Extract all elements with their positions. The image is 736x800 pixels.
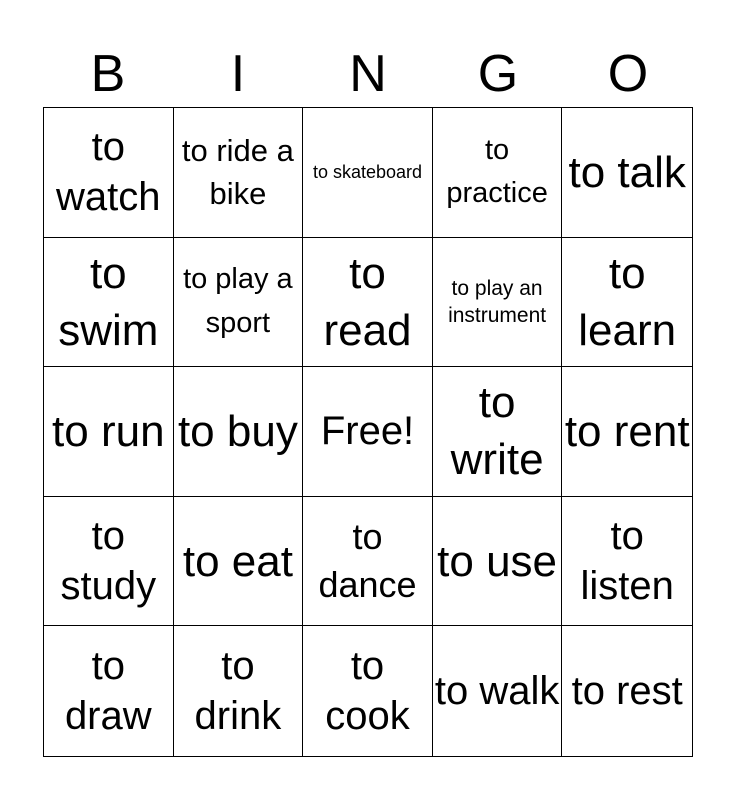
cell-label: to walk	[434, 669, 560, 714]
cell-label: to eat	[182, 536, 293, 586]
bingo-cell-0-0[interactable]	[44, 108, 174, 238]
bingo-cell-1-3[interactable]	[433, 238, 563, 368]
header-letter-i: I	[230, 45, 246, 103]
cell-label: to skateboard	[312, 161, 423, 182]
bingo-cell-4-3[interactable]	[433, 626, 563, 756]
bingo-cell-3-2[interactable]	[303, 497, 433, 627]
cell-label: to play an instrument	[448, 276, 547, 327]
bingo-cell-0-1[interactable]	[174, 108, 304, 238]
bingo-cell-2-4[interactable]	[562, 367, 692, 497]
free-space-label: Free!	[320, 409, 415, 454]
cell-label: to use	[437, 536, 558, 586]
bingo-cell-3-0[interactable]	[44, 497, 174, 627]
cell-label: to drink	[194, 644, 282, 739]
bingo-cell-2-1[interactable]	[174, 367, 304, 497]
bingo-cell-4-0[interactable]	[44, 626, 174, 756]
cell-label: to rent	[564, 406, 690, 456]
bingo-cell-1-2[interactable]	[303, 238, 433, 368]
cell-label: to write	[450, 378, 544, 485]
cell-label: to watch	[56, 125, 161, 220]
cell-label: to dance	[318, 515, 417, 606]
bingo-cell-free[interactable]	[303, 367, 433, 497]
bingo-cell-2-3[interactable]	[433, 367, 563, 497]
bingo-header	[43, 44, 693, 104]
cell-label: to rest	[571, 669, 683, 714]
header-letter-g: G	[477, 45, 519, 103]
bingo-cell-1-0[interactable]	[44, 238, 174, 368]
bingo-cell-1-1[interactable]	[174, 238, 304, 368]
header-letter-n: N	[349, 45, 387, 103]
cell-label: to read	[323, 248, 412, 355]
cell-label: to run	[52, 406, 165, 456]
bingo-board	[43, 107, 693, 757]
bingo-cell-0-4[interactable]	[562, 108, 692, 238]
cell-label: to cook	[325, 644, 410, 739]
bingo-cell-0-3[interactable]	[433, 108, 563, 238]
bingo-cell-3-4[interactable]	[562, 497, 692, 627]
cell-label: to buy	[177, 406, 298, 456]
cell-label: to talk	[568, 147, 686, 197]
header-letter-o: O	[607, 45, 649, 103]
bingo-cell-3-3[interactable]	[433, 497, 563, 627]
cell-label: to play a sport	[183, 263, 293, 339]
cell-label: to draw	[64, 644, 152, 739]
cell-label: to swim	[58, 248, 159, 355]
cell-label: to practice	[446, 133, 548, 210]
bingo-cell-4-4[interactable]	[562, 626, 692, 756]
bingo-cell-0-2[interactable]	[303, 108, 433, 238]
cell-label: to listen	[580, 514, 674, 609]
cell-label: to ride a bike	[181, 132, 294, 212]
bingo-cell-1-4[interactable]	[562, 238, 692, 368]
bingo-cell-4-2[interactable]	[303, 626, 433, 756]
header-letter-b: B	[90, 45, 126, 103]
cell-label: to study	[60, 514, 157, 609]
cell-label: to learn	[578, 248, 677, 355]
bingo-cell-2-0[interactable]	[44, 367, 174, 497]
bingo-cell-4-1[interactable]	[174, 626, 304, 756]
bingo-cell-3-1[interactable]	[174, 497, 304, 627]
